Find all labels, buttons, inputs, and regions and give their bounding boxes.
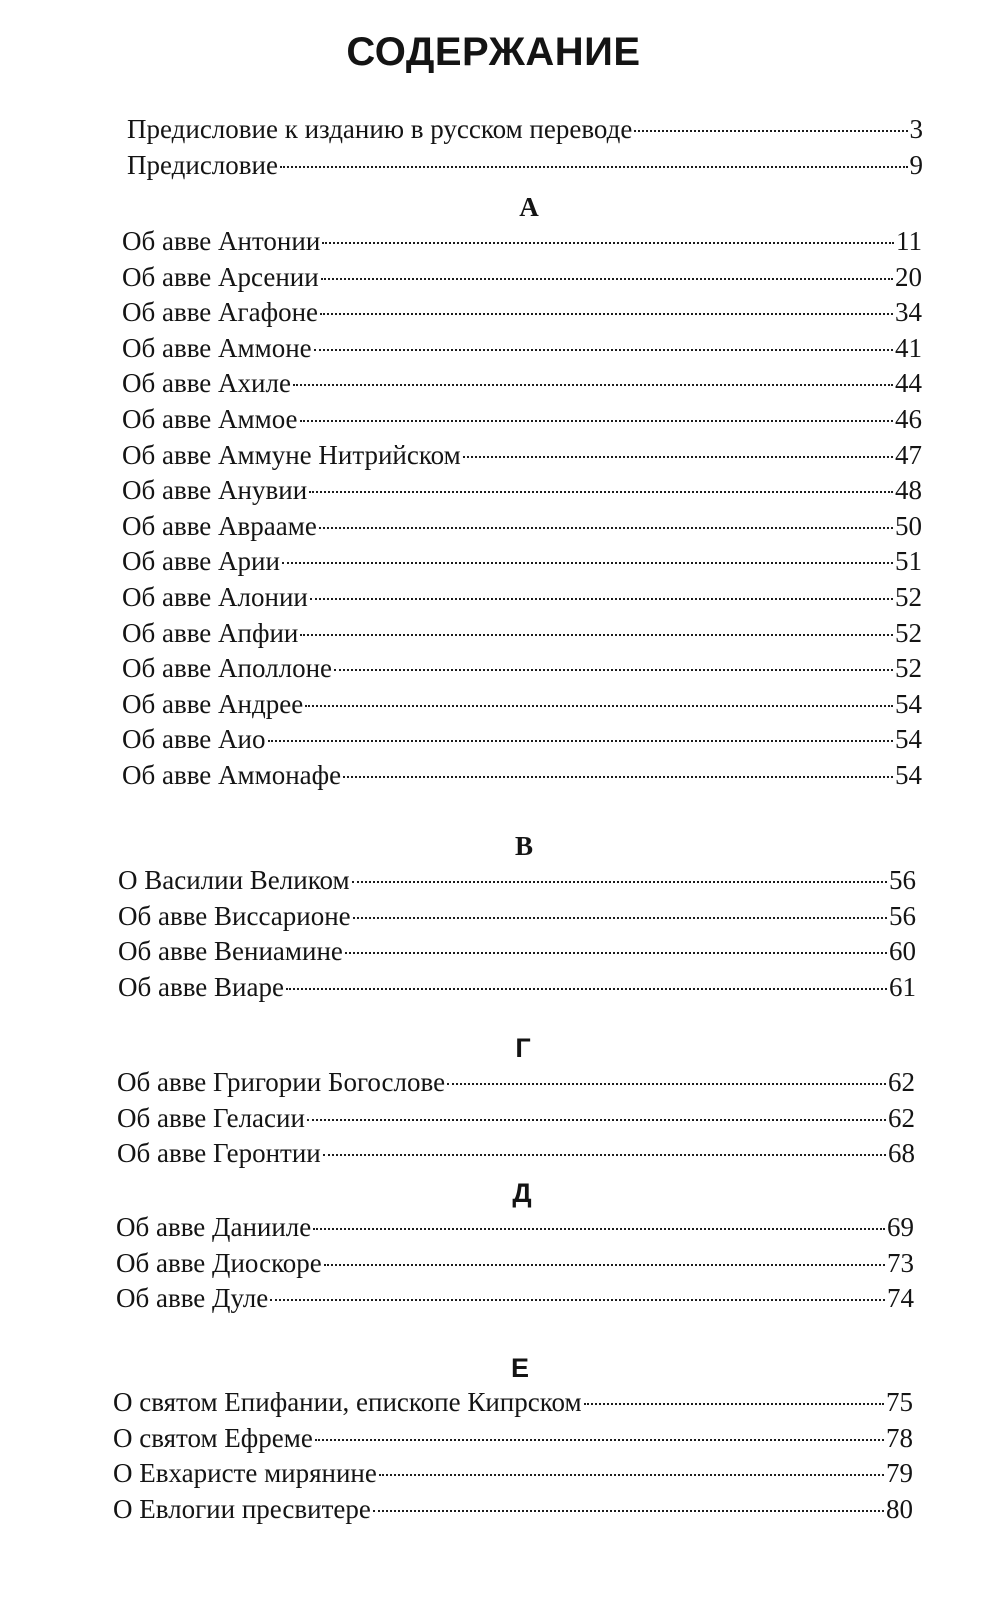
toc-entry-label: Об авве Виаре: [118, 971, 284, 1002]
toc-entry-label: Предисловие: [127, 149, 278, 180]
dot-leader: [334, 669, 893, 671]
dot-leader: [310, 598, 893, 600]
toc-entry-label: Об авве Анувии: [122, 475, 308, 506]
toc-entry-page: 68: [888, 1138, 915, 1169]
toc-section-e: [113, 1351, 913, 1527]
dot-leader: [313, 1228, 885, 1230]
dot-leader: [280, 166, 908, 168]
toc-entry[interactable]: [127, 112, 923, 148]
dot-leader: [319, 527, 893, 529]
toc-entry[interactable]: [113, 1385, 913, 1421]
dot-leader: [343, 776, 893, 778]
toc-entry-page: 47: [895, 439, 922, 470]
toc-entry[interactable]: [122, 438, 922, 474]
section-letter: Г: [515, 1033, 531, 1063]
toc-entry-page: 61: [889, 971, 916, 1002]
dot-leader: [584, 1403, 884, 1405]
toc-entry-page: 54: [895, 724, 922, 755]
toc-entry-page: 3: [909, 114, 923, 144]
toc-entry[interactable]: [122, 722, 922, 758]
section-letter: Е: [510, 1353, 529, 1383]
toc-entry-label: О Евхаристе мирянине: [113, 1458, 377, 1489]
toc-entry-page: 11: [896, 226, 922, 256]
toc-entry-label: О Евлогии пресвитере: [113, 1493, 371, 1524]
toc-entry[interactable]: [122, 366, 922, 402]
dot-leader: [293, 384, 893, 386]
toc-entry[interactable]: [118, 970, 916, 1006]
toc-entry-label: Об авве Аммонафе: [122, 759, 342, 790]
toc-entry-page: 48: [895, 475, 922, 506]
dot-leader: [307, 1119, 886, 1121]
toc-entry-page: 54: [895, 759, 922, 790]
dot-leader: [268, 740, 894, 742]
toc-entry[interactable]: [118, 934, 916, 970]
toc-entry-label: Об авве Дуле: [116, 1283, 269, 1314]
toc-entry-page: 54: [895, 688, 922, 719]
toc-section-a: [122, 190, 922, 794]
toc-entry-page: 46: [895, 403, 922, 434]
toc-entry-label: Об авве Геласии: [117, 1102, 305, 1133]
dot-leader: [634, 130, 907, 132]
toc-entry-label: Об авве Аио: [122, 724, 266, 755]
toc-entry-label: Об авве Агафоне: [122, 297, 319, 328]
toc-entry-page: 56: [889, 900, 916, 931]
toc-entry[interactable]: [122, 295, 922, 331]
toc-entry[interactable]: [122, 651, 922, 687]
toc-entry[interactable]: [122, 402, 922, 438]
toc-entry-page: 69: [887, 1212, 914, 1242]
toc-entry-page: 75: [886, 1387, 913, 1417]
toc-entry-page: 52: [895, 581, 922, 612]
toc-intro: [127, 112, 923, 183]
toc-entry-label: Об авве Аполлоне: [122, 653, 333, 684]
toc-entry-page: 44: [895, 368, 922, 399]
toc-entry-page: 9: [909, 149, 923, 180]
dot-leader: [300, 420, 893, 422]
toc-entry-label: Об авве Апфии: [122, 617, 299, 648]
dot-leader: [300, 634, 893, 636]
toc-entry-page: 34: [895, 297, 922, 328]
toc-entry[interactable]: [122, 544, 922, 580]
dot-leader: [314, 349, 893, 351]
toc-entry[interactable]: [122, 224, 922, 260]
toc-entry[interactable]: [127, 148, 923, 184]
dot-leader: [305, 705, 893, 707]
dot-leader: [353, 917, 887, 919]
toc-entry[interactable]: [122, 580, 922, 616]
toc-section-v: [118, 829, 916, 1005]
dot-leader: [447, 1083, 886, 1085]
toc-entry[interactable]: [117, 1065, 915, 1101]
toc-entry-label: Об авве Аврааме: [122, 510, 317, 541]
dot-leader: [315, 1439, 884, 1441]
dot-leader: [322, 242, 894, 244]
toc-entry[interactable]: [122, 758, 922, 794]
toc-entry-label: Об авве Данииле: [116, 1212, 312, 1242]
toc-section-list: [113, 1385, 913, 1527]
toc-section-list: [122, 224, 922, 794]
toc-entry-label: Об авве Арии: [122, 546, 280, 577]
toc-entry-label: Об авве Антонии: [122, 226, 321, 256]
dot-leader: [286, 988, 887, 990]
toc-entry-label: Об авве Алонии: [122, 581, 308, 612]
toc-entry-label: Предисловие к изданию в русском переводе: [127, 114, 633, 144]
toc-entry-page: 20: [895, 261, 922, 292]
dot-leader: [324, 1264, 885, 1266]
toc-entry-label: Об авве Диоскоре: [116, 1247, 322, 1278]
toc-entry[interactable]: [113, 1456, 913, 1492]
toc-entry-label: Об авве Геронтии: [117, 1138, 321, 1169]
toc-entry-label: Об авве Аммоне: [122, 332, 312, 363]
toc-entry[interactable]: [122, 260, 922, 296]
toc-entry[interactable]: [116, 1210, 914, 1246]
toc-entry[interactable]: [116, 1246, 914, 1282]
toc-entry[interactable]: [113, 1421, 913, 1457]
toc-section-d: [116, 1176, 914, 1317]
toc-entry[interactable]: [117, 1101, 915, 1137]
toc-entry[interactable]: [122, 616, 922, 652]
toc-entry[interactable]: [113, 1492, 913, 1528]
toc-section-list: [118, 863, 916, 1005]
dot-leader: [321, 278, 893, 280]
toc-section-list: [116, 1210, 914, 1317]
toc-entry[interactable]: [117, 1136, 915, 1172]
toc-entry-label: Об авве Вениамине: [118, 936, 343, 967]
dot-leader: [320, 313, 893, 315]
dot-leader: [309, 491, 893, 493]
toc-entry-label: Об авве Аммое: [122, 403, 298, 434]
toc-entry-label: Об авве Григории Богослове: [117, 1067, 446, 1097]
toc-entry-label: О святом Епифании, епископе Кипрском: [113, 1387, 582, 1417]
toc-entry-page: 62: [888, 1067, 915, 1097]
dot-leader: [463, 456, 893, 458]
section-letter: В: [514, 831, 533, 861]
dot-leader: [352, 881, 887, 883]
toc-entry-page: 73: [887, 1247, 914, 1278]
toc-entry-label: О святом Ефреме: [113, 1422, 313, 1453]
toc-entry-page: 52: [895, 653, 922, 684]
toc-entry-label: Об авве Андрее: [122, 688, 304, 719]
page-title: СОДЕРЖАНИЕ: [346, 30, 641, 74]
toc-section-list: [117, 1065, 915, 1172]
dot-leader: [379, 1474, 884, 1476]
toc-entry-page: 50: [895, 510, 922, 541]
toc-entry-label: Об авве Аммуне Нитрийском: [122, 439, 461, 470]
toc-entry-label: Об авве Ахиле: [122, 368, 291, 399]
toc-entry-page: 79: [886, 1458, 913, 1489]
toc-entry-label: О Василии Великом: [118, 865, 350, 895]
toc-section-g: [117, 1031, 915, 1172]
toc-entry-page: 60: [889, 936, 916, 967]
section-letter: Д: [512, 1178, 532, 1208]
dot-leader: [270, 1299, 885, 1301]
toc-entry-page: 74: [887, 1283, 914, 1314]
toc-entry-label: Об авве Виссарионе: [118, 900, 351, 931]
dot-leader: [345, 952, 887, 954]
toc-entry-page: 62: [888, 1102, 915, 1133]
toc-intro-list: [127, 112, 923, 183]
toc-entry-page: 51: [895, 546, 922, 577]
toc-entry[interactable]: [118, 863, 916, 899]
dot-leader: [373, 1510, 884, 1512]
dot-leader: [323, 1154, 886, 1156]
toc-entry-page: 52: [895, 617, 922, 648]
toc-entry-page: 56: [889, 865, 916, 895]
toc-entry-label: Об авве Арсении: [122, 261, 319, 292]
toc-entry[interactable]: [122, 473, 922, 509]
dot-leader: [282, 562, 893, 564]
toc-entry[interactable]: [116, 1281, 914, 1317]
toc-entry-page: 80: [886, 1493, 913, 1524]
toc-entry-page: 78: [886, 1422, 913, 1453]
toc-entry[interactable]: [122, 687, 922, 723]
toc-entry[interactable]: [118, 899, 916, 935]
toc-entry-page: 41: [895, 332, 922, 363]
toc-entry[interactable]: [122, 331, 922, 367]
toc-entry[interactable]: [122, 509, 922, 545]
section-letter: А: [519, 192, 539, 222]
